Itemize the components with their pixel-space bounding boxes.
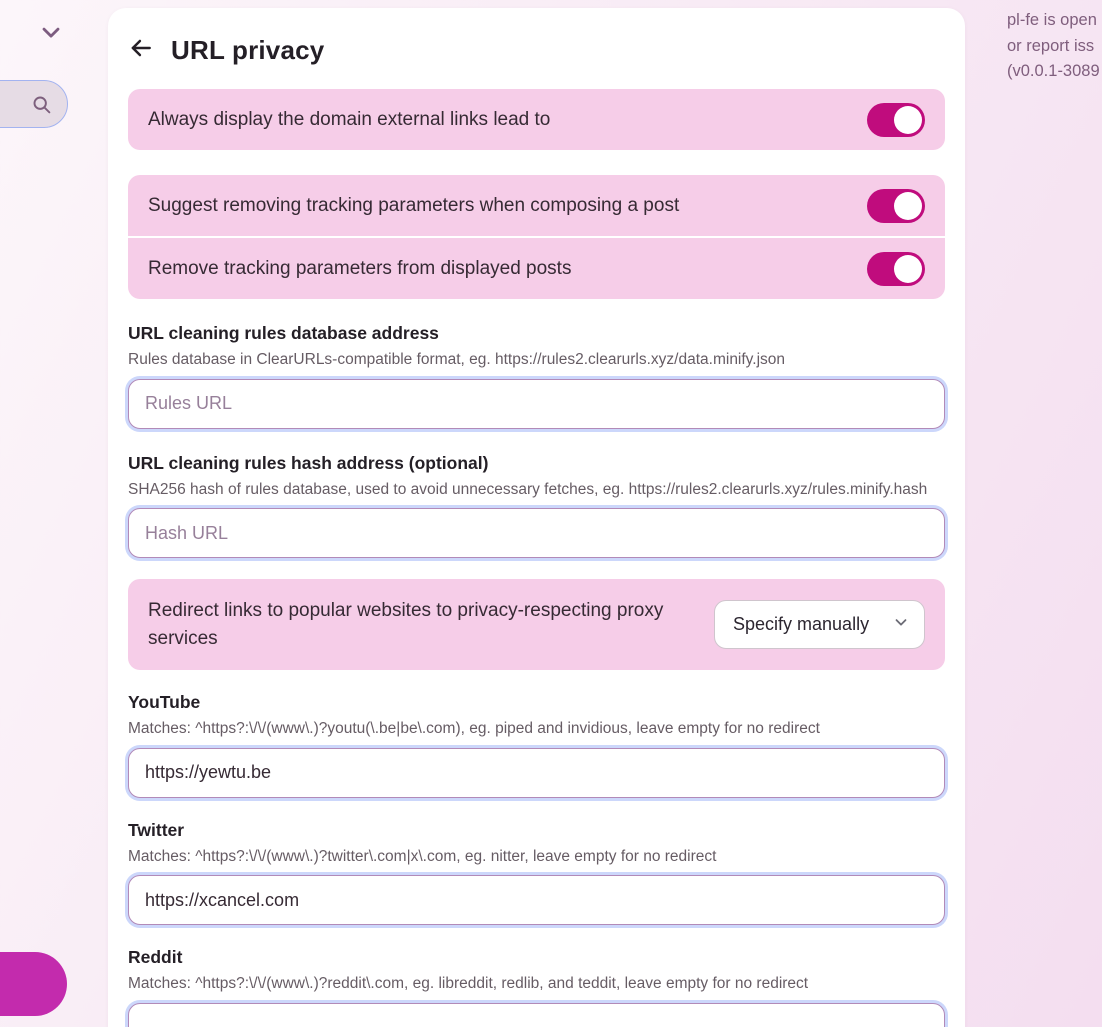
about-line: or report iss xyxy=(1007,36,1095,55)
field-label-twitter: Twitter xyxy=(128,819,185,840)
field-label-rules-hash: URL cleaning rules hash address (optional) xyxy=(128,452,489,473)
search-input[interactable] xyxy=(0,80,68,128)
chevron-down-icon xyxy=(892,613,910,636)
setting-row-remove-tracking xyxy=(128,238,945,299)
setting-label: Always display the domain external links lead to xyxy=(148,108,551,130)
reddit-proxy-input[interactable] xyxy=(128,1003,945,1027)
hash-url-input[interactable] xyxy=(128,508,945,558)
arrow-left-icon xyxy=(128,35,154,66)
setting-label: Redirect links to popular websites to privacy-respecting proxy services xyxy=(148,599,664,649)
twitter-proxy-input[interactable] xyxy=(128,875,945,925)
panel-header xyxy=(128,8,945,66)
setting-row-suggest-removing xyxy=(128,175,945,236)
back-button[interactable] xyxy=(128,38,154,64)
field-hint-rules-hash: SHA256 hash of rules database, used to avoid unnecessary fetches, eg. https://rules2.clearurls.xyz/rules.minify.hash xyxy=(128,480,928,498)
field-label-youtube: YouTube xyxy=(128,692,201,712)
rules-url-input[interactable] xyxy=(128,379,945,429)
chevron-down-icon xyxy=(37,33,65,50)
about-text xyxy=(1007,8,1102,85)
toggle-display-domain[interactable] xyxy=(867,103,925,137)
compose-button[interactable] xyxy=(0,952,67,1016)
toggle-remove-tracking[interactable] xyxy=(867,252,925,286)
url-privacy-panel xyxy=(108,8,965,1027)
toggle-knob xyxy=(894,106,922,134)
about-line: pl-fe is open xyxy=(1007,11,1097,29)
field-hint-reddit: Matches: ^https?:\/\/(www\.)?reddit\.com, eg. libreddit, redlib, and teddit, leave empty for no redirect xyxy=(128,975,809,992)
toggle-knob xyxy=(894,255,922,283)
setting-row-display-domain xyxy=(128,89,945,150)
redirect-mode-select[interactable] xyxy=(714,600,925,649)
field-hint-twitter: Matches: ^https?:\/\/(www\.)?twitter\.com|x\.com, eg. nitter, leave empty for no redirect xyxy=(128,847,717,865)
setting-group-tracking xyxy=(128,175,945,299)
page-title: URL privacy xyxy=(171,35,325,65)
youtube-proxy-input[interactable] xyxy=(128,748,945,798)
field-hint-rules-db: Rules database in ClearURLs-compatible format, eg. https://rules2.clearurls.xyz/data.minify.json xyxy=(128,351,786,368)
field-hint-youtube: Matches: ^https?:\/\/(www\.)?youtu(\.be|be\.com), eg. piped and invidious, leave empty for no redirect xyxy=(128,720,820,737)
toggle-suggest-removing[interactable] xyxy=(867,189,925,223)
setting-label: Suggest removing tracking parameters when composing a post xyxy=(148,194,680,216)
field-label-rules-db: URL cleaning rules database address xyxy=(128,323,439,343)
select-value: Specify manually xyxy=(733,614,870,634)
about-line: (v0.0.1-3089 xyxy=(1007,62,1100,80)
collapse-sidebar-button[interactable] xyxy=(37,18,65,46)
field-label-reddit: Reddit xyxy=(128,947,183,967)
setting-label: Remove tracking parameters from displayed posts xyxy=(148,257,572,279)
toggle-knob xyxy=(894,192,922,220)
setting-row-redirect-proxies xyxy=(128,579,945,670)
